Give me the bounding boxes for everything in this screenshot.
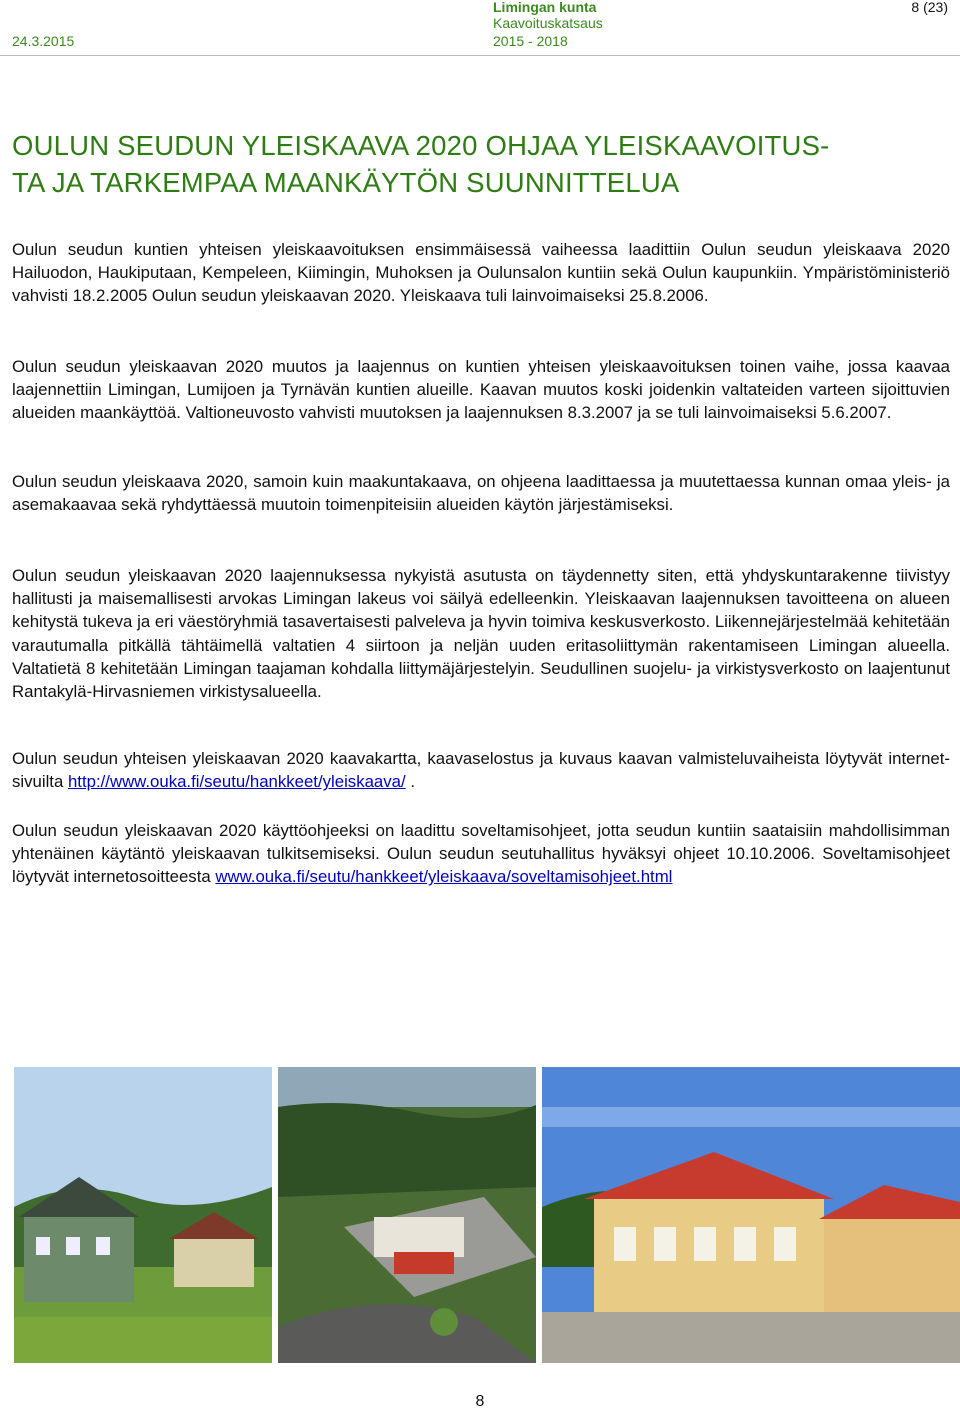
paragraph-5-text: Oulun seudun yhteisen yleiskaavan 2020 kaavakartta, kaavaselostus ja kuvaus kaavan valmisteluvaiheista löytyvät internet-sivuilta [12, 749, 950, 792]
soveltamisohjeet-link[interactable]: www.ouka.fi/seutu/hankkeet/yleiskaava/soveltamisohjeet.html [215, 867, 673, 887]
photo-green-house [14, 1067, 272, 1363]
header-organization: Limingan kunta [493, 0, 597, 15]
paragraph-3: Oulun seudun yleiskaava 2020, samoin kuin maakuntakaava, on ohjeena laadittaessa ja muutettaessa kunnan omaa yleis- ja asemakaavaa sekä ryhdyttäessä muutoin toimenpiteisiin alueiden käytön järjestämiseksi. [12, 472, 950, 515]
paragraph-6-text: Oulun seudun yleiskaavan 2020 käyttöohjeeksi on laadittu soveltamisohjeet, jotta seudun kuntiin saataisiin mahdollisimman yhtenäinen käytäntö yleiskaavan tulkitsemiseksi. Oulun seudun seutuhallitus hyväksyi ohjeet 10.10.2006. Soveltamisohjeet löytyvät internetosoitteesta [12, 821, 950, 887]
yleiskaava-link[interactable]: http://www.ouka.fi/seutu/hankkeet/yleiskaava/ [67, 772, 406, 792]
header-divider [0, 55, 960, 56]
header-page-count: 8 (23) [911, 0, 948, 15]
header-document-name: Kaavoituskatsaus [493, 15, 603, 31]
photos [14, 1067, 960, 1363]
section-title [12, 127, 948, 201]
paragraph-6 [12, 819, 950, 889]
section-title-line-1: OULUN SEUDUN YLEISKAAVA 2020 OHJAA YLEISKAAVOITUS- [12, 130, 830, 161]
photo-aerial-view [278, 1067, 536, 1363]
paragraph-5-end: . [405, 772, 415, 792]
page-number: 8 [475, 1393, 485, 1410]
header-years: 2015 - 2018 [493, 33, 568, 49]
paragraph-1: Oulun seudun kuntien yhteisen yleiskaavoituksen ensimmäisessä vaiheessa laadittiin Oulun seudun yleiskaava 2020 Hailuodon, Haukiputaan, Kempeleen, Kiimingin, Muhoksen ja Oulunsalon kuntiin sekä Oulun kaupunkiin. Ympäristöministeriö vahvisti 18.2.2005 Oulun seudun yleiskaavan 2020. Yleiskaava tuli lainvoimaiseksi 25.8.2006. [12, 240, 950, 306]
photo-strip [14, 1067, 960, 1363]
section-title-line-2: TA JA TARKEMPAA MAANKÄYTÖN SUUNNITTELUA [12, 167, 680, 198]
paragraph-2: Oulun seudun yleiskaavan 2020 muutos ja laajennus on kuntien yhteisen yleiskaavoituksen toinen vaihe, jossa kaavaa laajennettiin Limingan, Lumijoen ja Tyrnävän kuntien alueille. Kaavan muutos koski joidenkin valtateiden varteen sijoittuvien alueiden maankäyttöä. Valtioneuvosto vahvisti muutoksen ja laajennuksen 8.3.2007 ja se tuli lainvoimaiseksi 5.6.2007. [12, 357, 950, 423]
paragraph-4: Oulun seudun yleiskaavan 2020 laajennuksessa nykyistä asutusta on täydennetty siten, että yhdyskuntarakenne tiivistyy hallitusti ja maisemallisesti arvokas Limingan lakeus voi säilyä edelleenkin. Yleiskaavan laajennuksen tavoitteena on alueen kehitystä tukeva ja eri väestöryhmiä tasavertaisesti palveleva ja hyvin toimiva keskusverkosto. Liikennejärjestelmää kehitetään varautumalla pitkällä tähtäimellä valtatien 4 siirtoon ja neljän uuden eritasoliittymän rakentamiseen Limingan alueella. Valtatietä 8 kehitetään Limingan taajaman kohdalla liittymäjärjestelyin. Seudullinen suojelu- ja virkistysverkosto on laajentunut Rantakylä-Hirvasniemen virkistysalueella. [12, 566, 950, 702]
photo-yellow-school [542, 1067, 960, 1363]
paragraph-5 [12, 747, 950, 793]
header-date: 24.3.2015 [12, 33, 75, 49]
